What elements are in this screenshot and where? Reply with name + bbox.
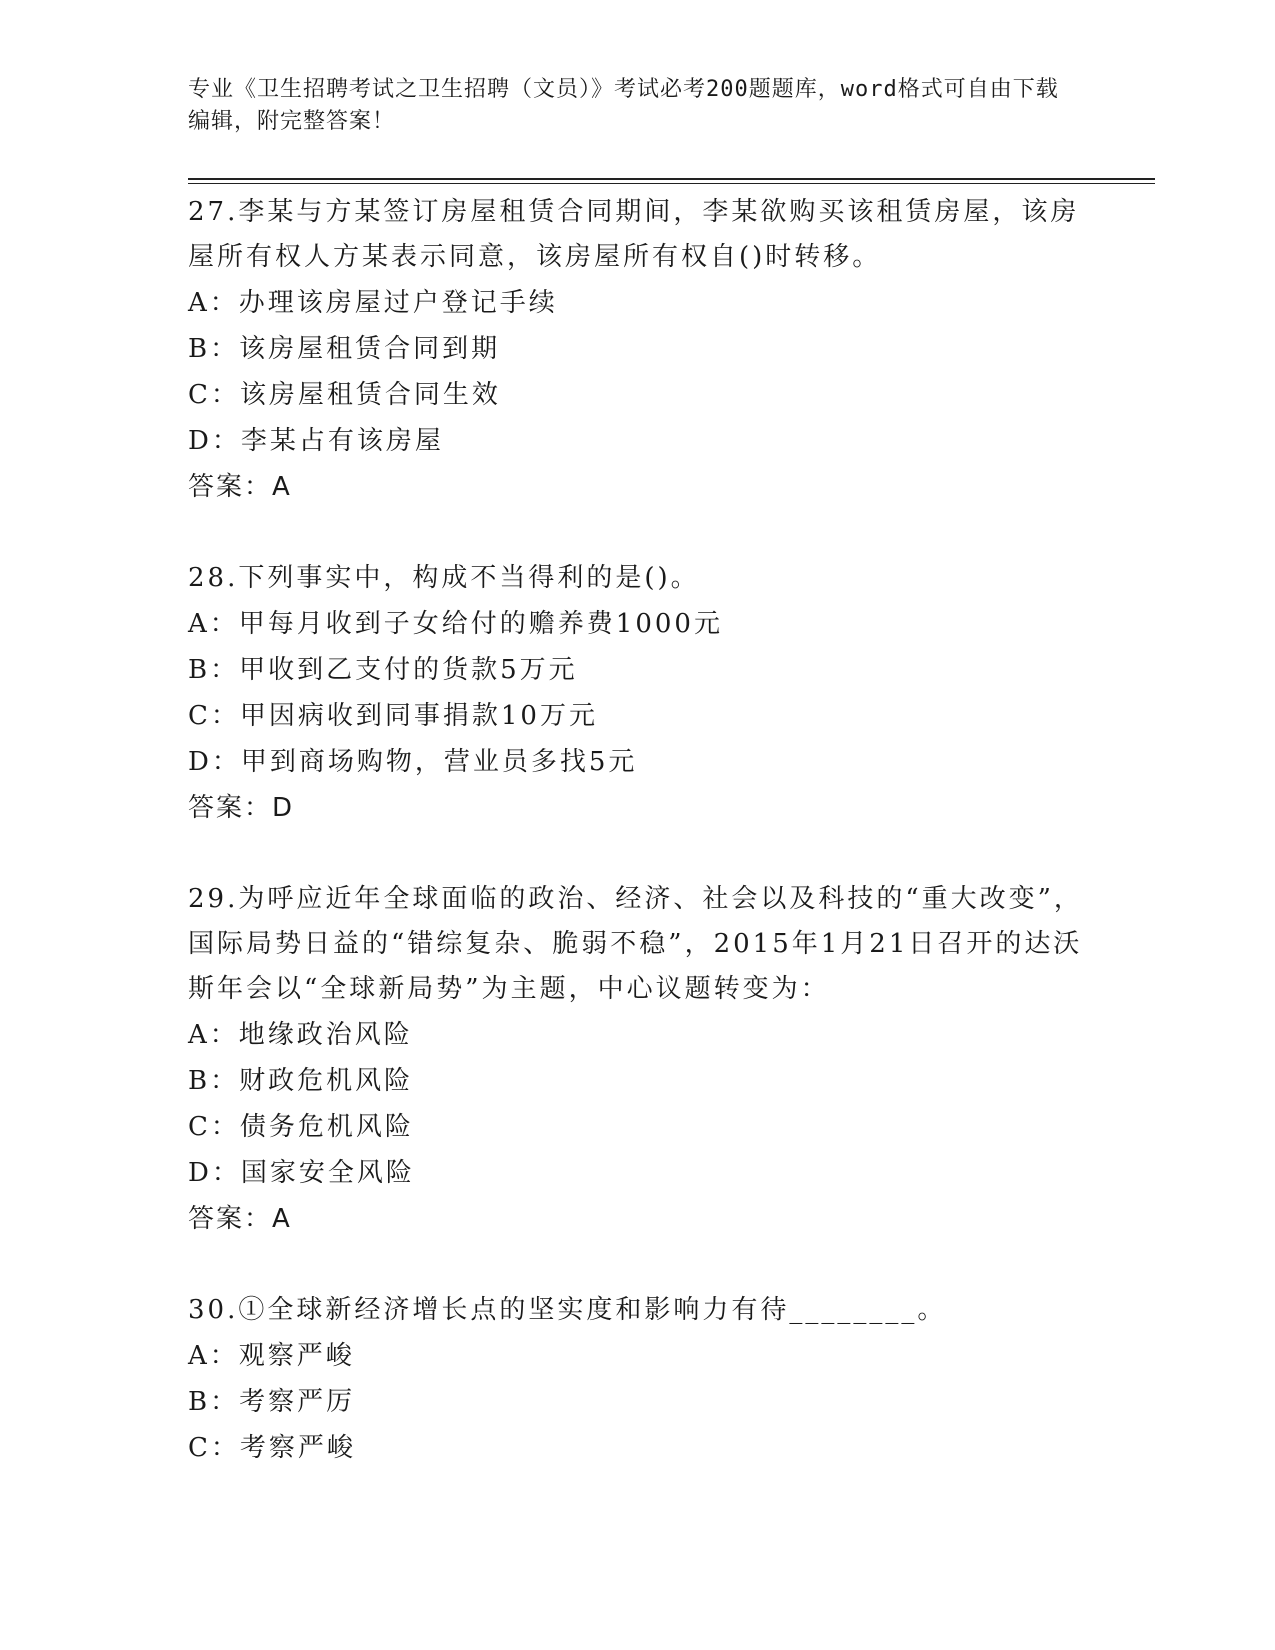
option-b: B：该房屋租赁合同到期: [188, 334, 501, 364]
option-a: A：地缘政治风险: [188, 1020, 413, 1050]
option-c: C：考察严峻: [188, 1433, 356, 1463]
option-c: C：债务危机风险: [188, 1112, 414, 1142]
option-d: D：国家安全风险: [188, 1158, 415, 1188]
question-stem: 30.①全球新经济增长点的坚实度和影响力有待________。: [188, 1295, 947, 1325]
option-b: B：财政危机风险: [188, 1066, 414, 1096]
question-28: [188, 556, 1088, 831]
answer: 答案：A: [188, 472, 292, 502]
question-stem: 28.下列事实中，构成不当得利的是()。: [188, 563, 700, 593]
question-list: [188, 190, 1088, 1517]
question-30: [188, 1288, 1088, 1471]
option-c: C：甲因病收到同事捐款10万元: [188, 701, 598, 731]
question-27: [188, 190, 1088, 510]
option-d: D：甲到商场购物，营业员多找5元: [188, 747, 638, 777]
option-b: B：考察严厉: [188, 1387, 356, 1417]
answer: 答案：A: [188, 1204, 292, 1234]
question-stem: 29.为呼应近年全球面临的政治、经济、社会以及科技的“重大改变”，国际局势日益的“错综复杂、脆弱不稳”，2015年1月21日召开的达沃斯年会以“全球新局势”为主题，中心议题转变为：: [188, 884, 1083, 1004]
question-29: [188, 877, 1088, 1242]
option-a: A：办理该房屋过户登记手续: [188, 288, 558, 318]
option-c: C：该房屋租赁合同生效: [188, 380, 501, 410]
header-divider-top: [188, 178, 1155, 180]
document-header: 专业《卫生招聘考试之卫生招聘（文员）》考试必考200题题库，word格式可自由下载编辑，附完整答案！: [188, 77, 1059, 134]
header-divider-bottom: [188, 183, 1155, 184]
option-a: A：甲每月收到子女给付的赡养费1000元: [188, 609, 723, 639]
question-stem: 27.李某与方某签订房屋租赁合同期间，李某欲购买该租赁房屋，该房屋所有权人方某表示同意，该房屋所有权自()时转移。: [188, 197, 1080, 272]
option-d: D：李某占有该房屋: [188, 426, 444, 456]
option-b: B：甲收到乙支付的货款5万元: [188, 655, 578, 685]
answer: 答案：D: [188, 793, 295, 823]
option-a: A：观察严峻: [188, 1341, 355, 1371]
